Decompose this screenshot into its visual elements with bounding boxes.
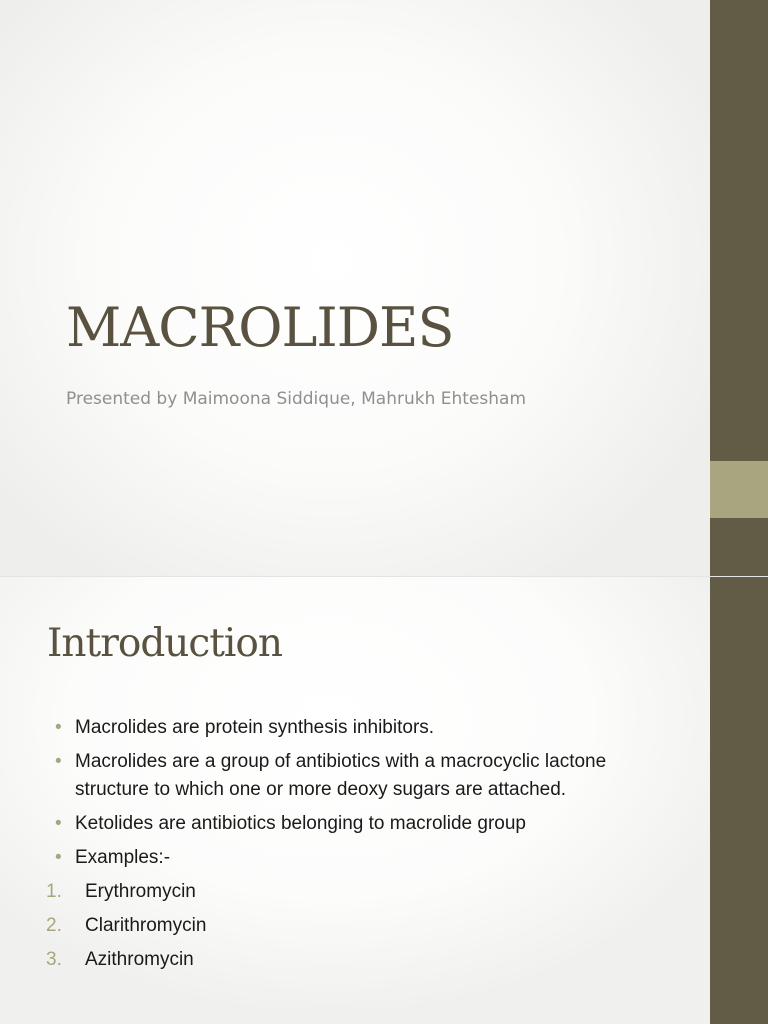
bullet-text: Examples:- xyxy=(75,847,171,868)
numbered-text: Azithromycin xyxy=(85,949,194,970)
slide-introduction xyxy=(0,576,768,1024)
numbered-item xyxy=(0,946,650,974)
slide-title-text: MACROLIDES xyxy=(66,296,454,359)
numbered-item xyxy=(0,878,650,906)
bullet-list xyxy=(0,714,650,980)
bullet-item xyxy=(0,714,650,742)
numbered-text: Erythromycin xyxy=(85,881,196,902)
bullet-item xyxy=(0,810,650,838)
bullet-item xyxy=(0,748,650,804)
numbered-item xyxy=(0,912,650,940)
bullet-item xyxy=(0,844,650,872)
bullet-dot-icon: • xyxy=(55,813,62,834)
bullet-text: Macrolides are protein synthesis inhibitors. xyxy=(75,717,435,738)
slide-subtitle: Presented by Maimoona Siddique, Mahrukh Ehtesham xyxy=(66,389,527,409)
slide-sidebar-accent xyxy=(710,461,768,518)
list-number: 1. xyxy=(46,881,62,902)
bullet-dot-icon: • xyxy=(55,751,62,772)
bullet-dot-icon: • xyxy=(55,847,62,868)
bullet-dot-icon: • xyxy=(55,717,62,738)
list-number: 2. xyxy=(46,915,62,936)
bullet-text: Macrolides are a group of antibiotics with a macrocyclic lactone structure to which one or more deoxy sugars are attached. xyxy=(75,751,607,800)
slide-sidebar xyxy=(710,577,768,1024)
list-number: 3. xyxy=(46,949,62,970)
numbered-text: Clarithromycin xyxy=(85,915,207,936)
slide-heading: Introduction xyxy=(47,621,282,666)
bullet-text: Ketolides are antibiotics belonging to macrolide group xyxy=(75,813,526,834)
